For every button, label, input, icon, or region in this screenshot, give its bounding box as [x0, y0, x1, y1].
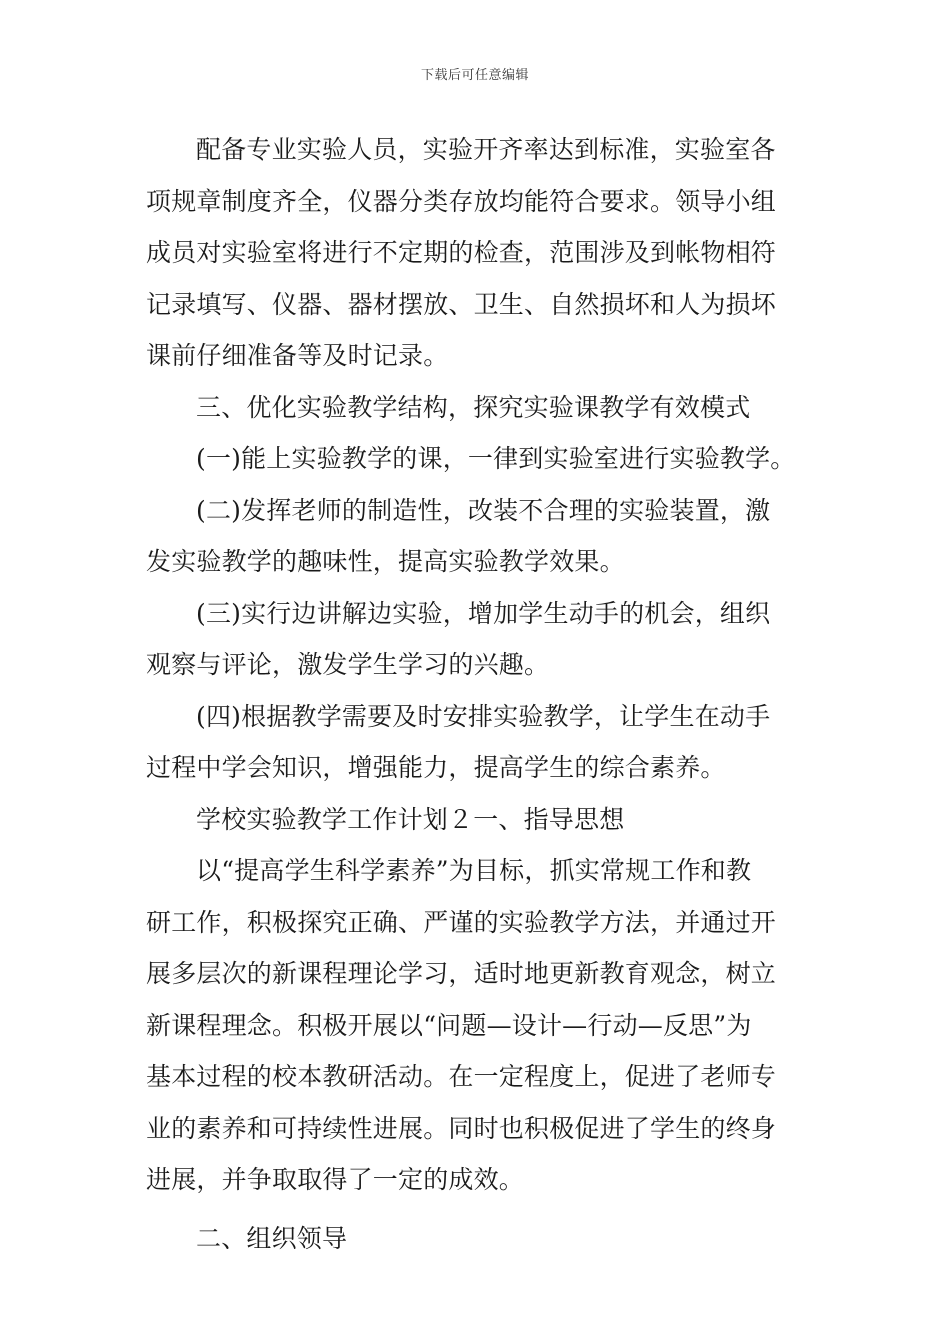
text-line: 课前仔细准备等及时记录。 — [146, 341, 449, 370]
text-line: (四)根据教学需要及时安排实验教学，让学生在动手 — [196, 701, 771, 731]
text-line: 过程中学会知识，增强能力，提高学生的综合素养。 — [146, 753, 726, 782]
paragraph-gap — [146, 1206, 806, 1213]
text-line: 成员对实验室将进行不定期的检查，范围涉及到帐物相符 — [146, 238, 777, 267]
text-line: 配备专业实验人员，实验开齐率达到标准，实验室各 — [196, 135, 776, 164]
text-line: 基本过程的校本教研活动。在一定程度上，促进了老师专 — [146, 1062, 777, 1091]
page-header: 下载后可任意编辑 — [420, 68, 529, 83]
text-line: 项规章制度齐全，仪器分类存放均能符合要求。领导小组 — [146, 186, 777, 216]
text-line: 进展，并争取取得了一定的成效。 — [146, 1165, 525, 1194]
section-heading: 三、优化实验教学结构，探究实验课教学有效模式 — [196, 392, 751, 422]
text-line: 记录填写、仪器、器材摆放、卫生、自然损坏和人为损坏 — [146, 289, 777, 319]
text-line: 以“提高学生科学素养”为目标，抓实常规工作和教 — [196, 856, 752, 885]
text-line: 发实验教学的趣味性，提高实验教学效果。 — [146, 547, 625, 576]
text-line: 展多层次的新课程理论学习，适时地更新教育观念，树立 — [146, 959, 777, 988]
text-line: (二)发挥老师的制造性，改装不合理的实验装置，激 — [196, 495, 771, 525]
section-heading: 二、组织领导 — [196, 1223, 348, 1253]
text-line: (一)能上实验教学的课，一律到实验室进行实验教学。 — [196, 444, 796, 473]
text-line: (三)实行边讲解边实验，增加学生动手的机会，组织 — [196, 598, 771, 628]
text-line: 新课程理念。积极开展以“问题—设计—行动—反思”为 — [146, 1010, 752, 1040]
text-line: 观察与评论，激发学生学习的兴趣。 — [146, 650, 550, 679]
body-text — [146, 124, 806, 1264]
text-line: 业的素养和可持续性进展。同时也积极促进了学生的终身 — [146, 1113, 777, 1143]
text-line: 研工作，积极探究正确、严谨的实验教学方法，并通过开 — [146, 907, 777, 937]
section-heading: 学校实验教学工作计划２一、指导思想 — [196, 804, 625, 834]
